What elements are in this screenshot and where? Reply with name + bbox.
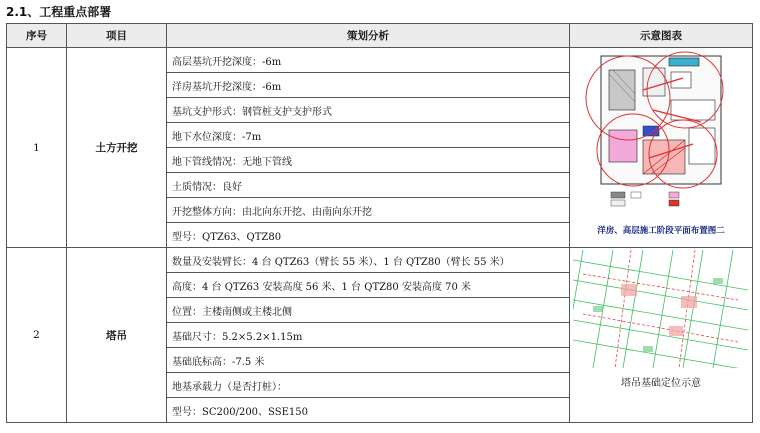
header-item: 项目 (67, 24, 167, 48)
diagram-cell (570, 48, 753, 248)
analysis-line: 地下水位深度：-7m (167, 123, 570, 148)
site-plan-drawing (573, 50, 748, 218)
analysis-line: 数量及安装臂长：4 台 QTZ63（臂长 55 米）、1 台 QTZ80（臂长 55 米） (167, 248, 570, 273)
header-analysis: 策划分析 (167, 24, 570, 48)
crane-foundation-drawing (573, 250, 748, 368)
analysis-line: 位置：主楼南侧或主楼北侧 (167, 298, 570, 323)
analysis-line: 土质情况：良好 (167, 173, 570, 198)
table-header-row (7, 24, 753, 48)
diagram-cell (570, 248, 753, 423)
analysis-line: 高层基坑开挖深度：-6m (167, 48, 570, 73)
table-row (7, 48, 753, 73)
section-title: 2.1、工程重点部署 (6, 5, 112, 19)
row-item: 塔吊 (67, 248, 167, 423)
analysis-line: 地下管线情况：无地下管线 (167, 148, 570, 173)
analysis-line: 型号：SC200/200、SSE150 (167, 398, 570, 423)
analysis-line: 地基承载力（是否打桩）： (167, 373, 570, 398)
analysis-line: 基础底标高：-7.5 米 (167, 348, 570, 373)
analysis-line: 型号：QTZ63、QTZ80 (167, 223, 570, 248)
analysis-line: 基坑支护形式：钢管桩支护支护形式 (167, 98, 570, 123)
analysis-line: 洋房基坑开挖深度：-6m (167, 73, 570, 98)
plan-table (6, 23, 753, 423)
analysis-line: 开挖整体方向：由北向东开挖、由南向东开挖 (167, 198, 570, 223)
row-seq: 2 (7, 248, 67, 423)
header-seq: 序号 (7, 24, 67, 48)
analysis-line: 基础尺寸：5.2×5.2×1.15m (167, 323, 570, 348)
row-item: 土方开挖 (67, 48, 167, 248)
table-row (7, 248, 753, 273)
row-seq: 1 (7, 48, 67, 248)
diagram-caption: 塔吊基础定位示意 (621, 378, 701, 389)
header-diagram: 示意图表 (570, 24, 753, 48)
diagram-caption: 洋房、高层施工阶段平面布置图二 (597, 226, 725, 236)
analysis-line: 高度：4 台 QTZ63 安装高度 56 米、1 台 QTZ80 安装高度 70 米 (167, 273, 570, 298)
